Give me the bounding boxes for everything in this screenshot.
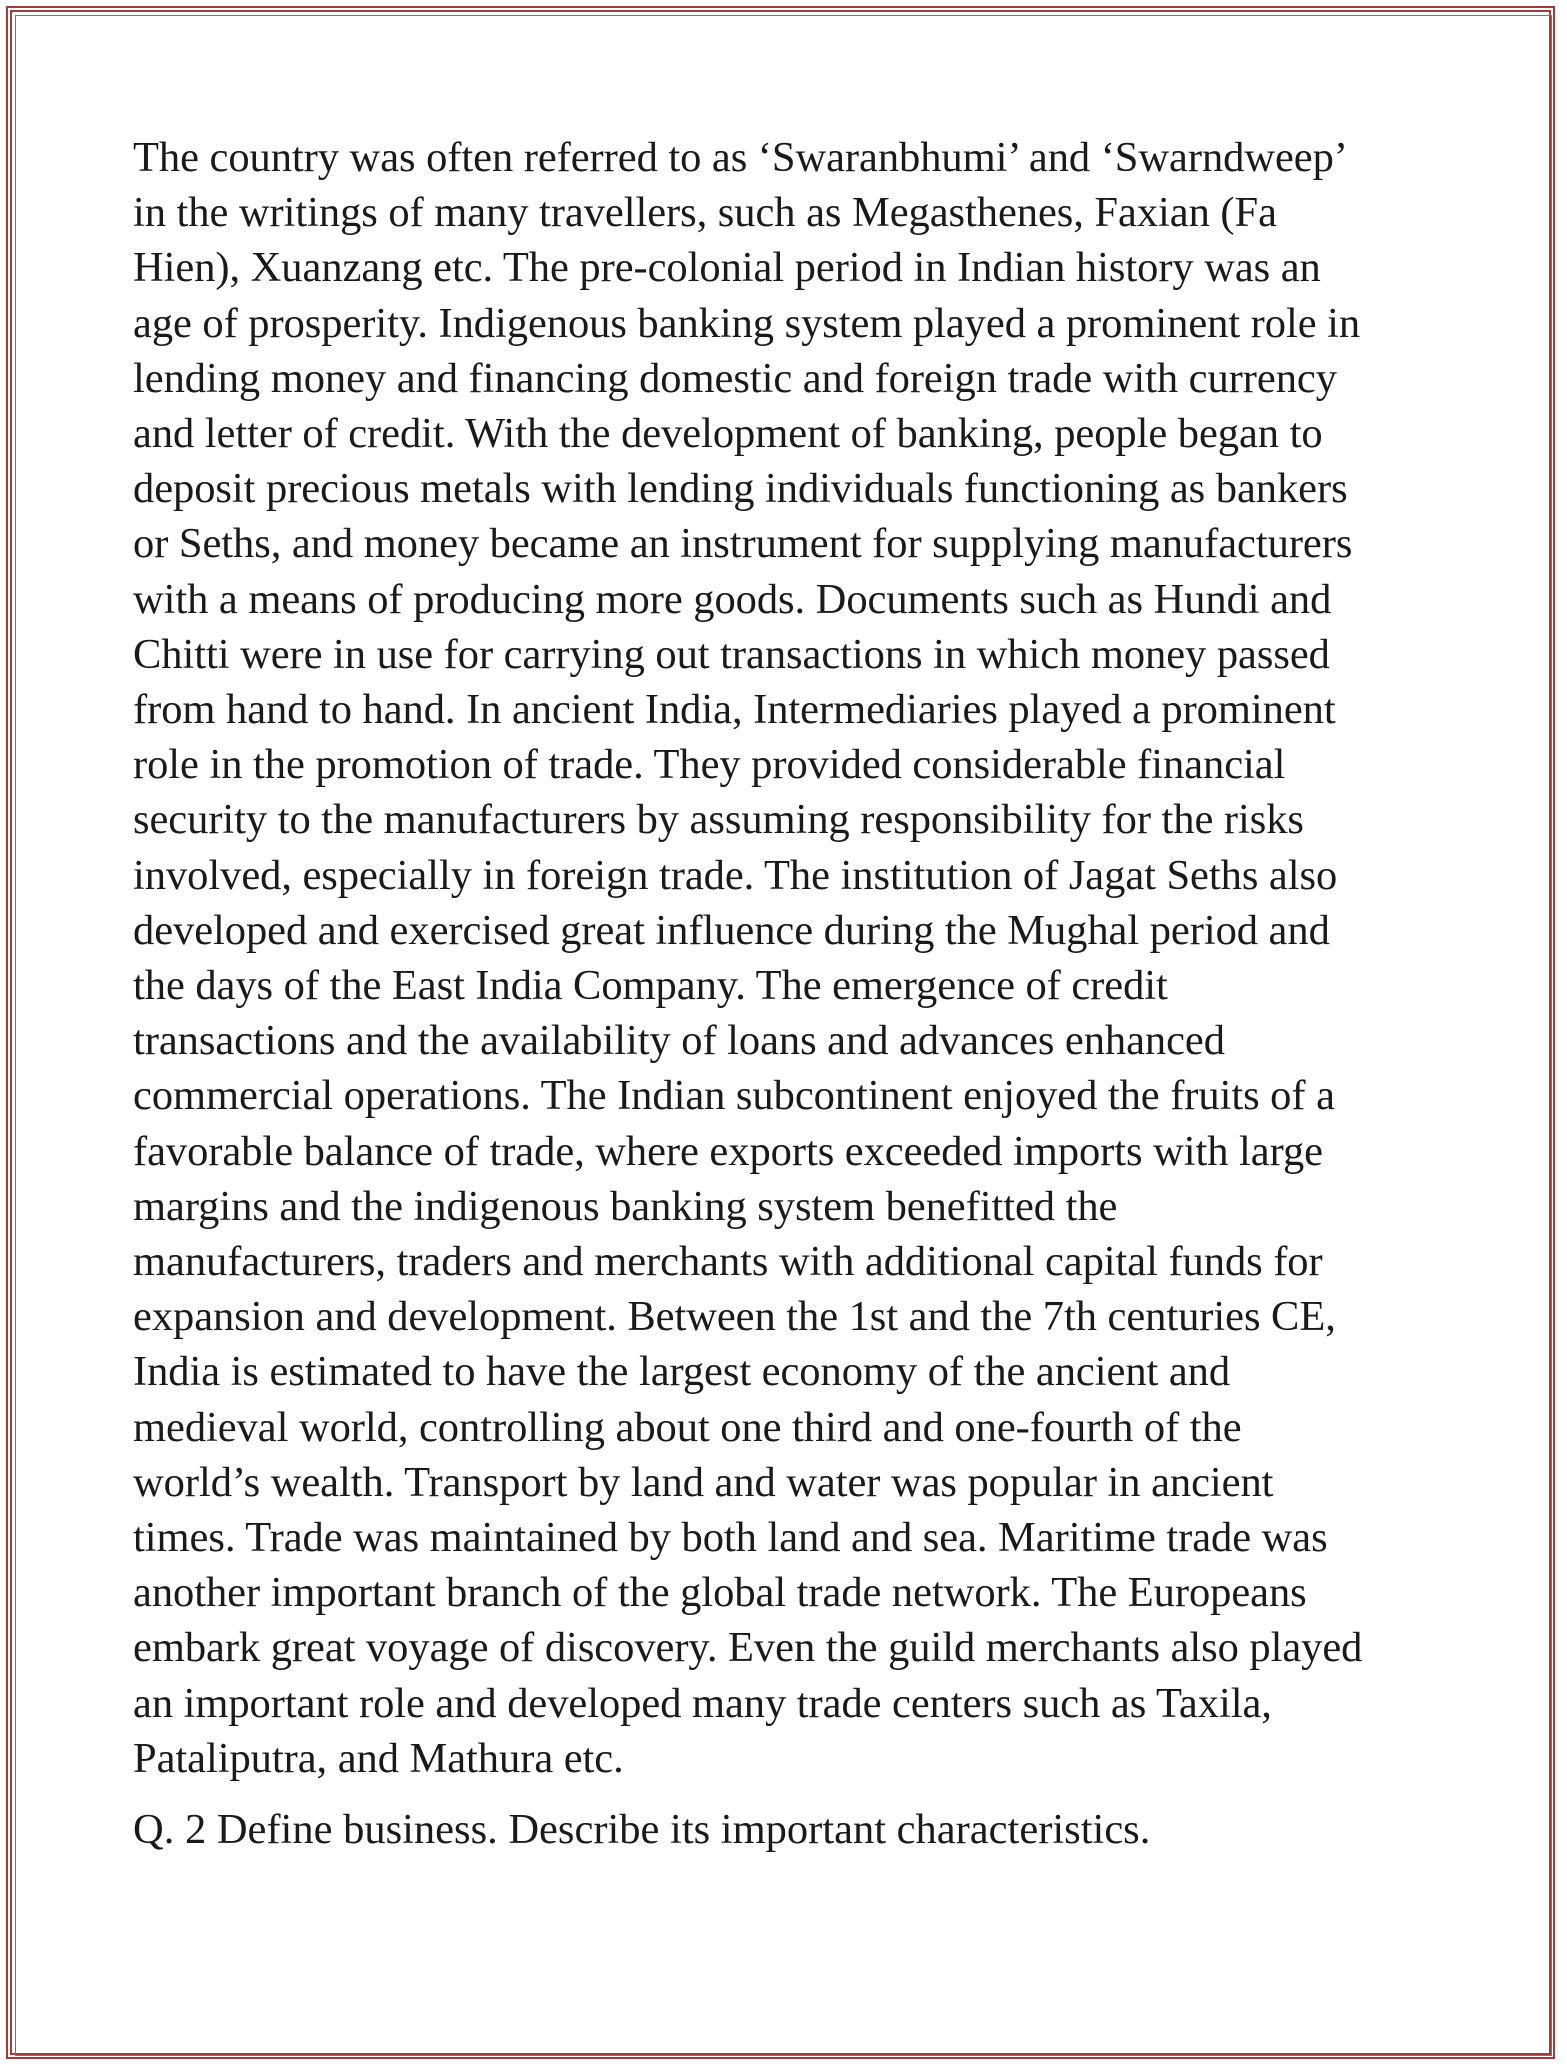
paragraph-line: medieval world, controlling about one third and one-fourth of the	[133, 1403, 1242, 1451]
paragraph-line: the days of the East India Company. The emergence of credit	[133, 962, 1168, 1010]
paragraph-line: with a means of producing more goods. Documents such as Hundi and	[133, 575, 1332, 623]
paragraph-line: India is estimated to have the largest economy of the ancient and	[133, 1348, 1231, 1396]
paragraph-line: The country was often referred to as ‘Swaranbhumi’ and ‘Swarndweep’	[133, 134, 1348, 181]
paragraph-line: in the writings of many travellers, such as Megasthenes, Faxian (Fa	[133, 189, 1277, 237]
paragraph-line: world’s wealth. Transport by land and water was popular in ancient	[133, 1458, 1274, 1506]
paragraph-line: Chitti were in use for carrying out transactions in which money passed	[133, 630, 1330, 678]
paragraph-line: age of prosperity. Indigenous banking system played a prominent role in	[133, 299, 1361, 347]
paragraph-line: embark great voyage of discovery. Even the guild merchants also played	[133, 1624, 1363, 1672]
paragraph-line: lending money and financing domestic and foreign trade with currency	[133, 354, 1337, 402]
paragraph-line: expansion and development. Between the 1st and the 7th centuries CE,	[133, 1293, 1336, 1341]
paragraph-line: times. Trade was maintained by both land and sea. Maritime trade was	[133, 1514, 1328, 1562]
paragraph-line: margins and the indigenous banking system benefitted the	[133, 1182, 1118, 1230]
paragraph-line: and letter of credit. With the development of banking, people began to	[133, 410, 1323, 458]
paragraph-line: Pataliputra, and Mathura etc.	[133, 1734, 624, 1782]
paragraph-line: deposit precious metals with lending individuals functioning as bankers	[133, 465, 1348, 513]
paragraph-line: or Seths, and money became an instrument for supplying manufacturers	[133, 520, 1353, 568]
paragraph-line: an important role and developed many trade centers such as Taxila,	[133, 1679, 1272, 1727]
paragraph-line: role in the promotion of trade. They provided considerable financial	[133, 741, 1286, 789]
paragraph-line: manufacturers, traders and merchants with additional capital funds for	[133, 1238, 1323, 1286]
paragraph-line: transactions and the availability of loans and advances enhanced	[133, 1017, 1225, 1065]
question-heading: Q. 2 Define business. Describe its important characteristics.	[133, 1806, 1151, 1854]
paragraph-line: from hand to hand. In ancient India, Intermediaries played a prominent	[133, 686, 1336, 734]
paragraph-line: security to the manufacturers by assuming responsibility for the risks	[133, 796, 1304, 844]
document-content	[133, 130, 1433, 1857]
paragraph-line: commercial operations. The Indian subcontinent enjoyed the fruits of a	[133, 1072, 1335, 1120]
paragraph-line: involved, especially in foreign trade. The institution of Jagat Seths also	[133, 851, 1338, 899]
body-paragraph	[133, 130, 1433, 1786]
paragraph-line: another important branch of the global trade network. The Europeans	[133, 1569, 1307, 1617]
paragraph-line: favorable balance of trade, where exports exceeded imports with large	[133, 1127, 1323, 1175]
paragraph-line: Hien), Xuanzang etc. The pre-colonial period in Indian history was an	[133, 244, 1321, 292]
paragraph-line: developed and exercised great influence during the Mughal period and	[133, 906, 1330, 954]
